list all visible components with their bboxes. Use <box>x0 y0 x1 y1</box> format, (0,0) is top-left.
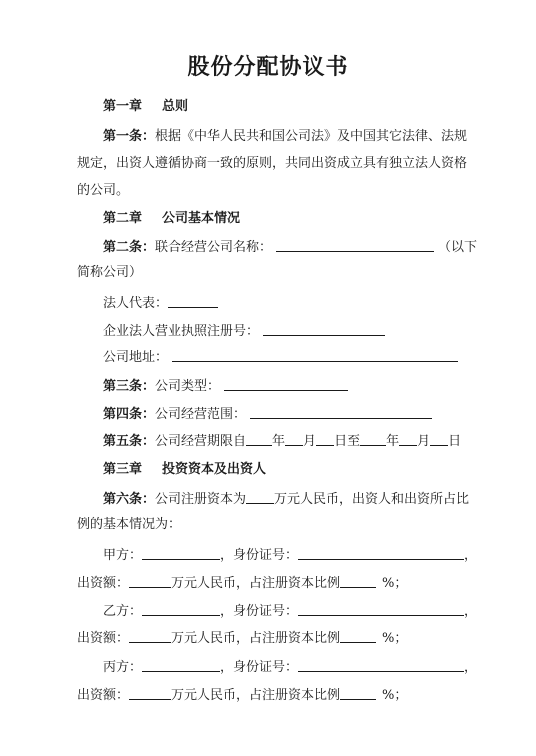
party-a-label: 甲方： <box>103 548 143 563</box>
chapter-3-heading <box>103 461 266 479</box>
party-a-line <box>103 546 477 565</box>
article-6-line-2: 例的基本情况为： <box>77 517 182 532</box>
party-b-end: ， <box>464 604 478 619</box>
article-2-suffix: （以下 <box>438 240 478 255</box>
registered-capital-label: 公司注册资本为 <box>155 492 247 507</box>
business-scope-blank[interactable] <box>250 405 432 419</box>
article-3-line <box>103 377 348 396</box>
chapter-2-heading <box>103 210 240 228</box>
end-year-blank[interactable] <box>360 432 386 446</box>
start-year-label: 年 <box>272 434 286 449</box>
article-2-label: 第二条： <box>103 240 156 255</box>
article-3-label: 第三条： <box>103 379 156 394</box>
document-title: 股份分配协议书 <box>187 54 349 80</box>
article-1-line-3: 的公司。 <box>77 183 130 198</box>
article-6-label: 第六条： <box>103 492 156 507</box>
party-b-id-blank[interactable] <box>298 602 464 616</box>
end-day-label: 日 <box>448 434 462 449</box>
article-6-line-1 <box>103 490 469 509</box>
party-a-end: ， <box>464 548 478 563</box>
end-month-label: 月 <box>417 434 431 449</box>
party-c-contribution-line <box>77 686 407 705</box>
end-day-blank[interactable] <box>430 432 448 446</box>
chapter-1-label: 第一章 <box>103 99 143 114</box>
start-year-blank[interactable] <box>246 432 272 446</box>
party-a-id-label: ，身份证号： <box>220 548 299 563</box>
party-b-name-blank[interactable] <box>142 602 220 616</box>
business-scope-label: 公司经营范围： <box>155 407 247 422</box>
company-address-label: 公司地址： <box>103 350 169 365</box>
party-c-label: 丙方： <box>103 660 143 675</box>
party-c-percent-blank[interactable] <box>340 686 376 700</box>
article-4-label: 第四条： <box>103 407 156 422</box>
party-b-unit-label: 万元人民币，占注册资本比例 <box>171 631 341 646</box>
party-a-id-blank[interactable] <box>298 546 464 560</box>
chapter-1-heading <box>103 98 188 116</box>
start-month-blank[interactable] <box>285 432 303 446</box>
chapter-3-name: 投资资本及出资人 <box>162 462 267 477</box>
party-a-unit-label: 万元人民币，占注册资本比例 <box>171 576 341 591</box>
party-b-line <box>103 602 477 621</box>
license-number-line <box>103 322 385 341</box>
party-a-contribution-label: 出资额： <box>77 576 130 591</box>
company-type-label: 公司类型： <box>155 379 221 394</box>
party-b-percent-label: %； <box>382 631 408 646</box>
party-c-id-label: ，身份证号： <box>220 660 299 675</box>
party-c-line <box>103 658 477 677</box>
chapter-2-label: 第二章 <box>103 211 143 226</box>
party-b-contribution-line <box>77 629 407 648</box>
article-6-text-1b: 万元人民币，出资人和出资所占比 <box>274 492 470 507</box>
article-2-line-2: 简称公司） <box>77 265 143 280</box>
party-b-label: 乙方： <box>103 604 143 619</box>
article-1-text-1: 根据《中华人民共和国公司法》及中国其它法律、法规 <box>155 129 468 144</box>
company-address-blank[interactable] <box>172 348 458 362</box>
start-day-label: 日至 <box>334 434 361 449</box>
party-c-contribution-label: 出资额： <box>77 688 130 703</box>
start-month-label: 月 <box>303 434 317 449</box>
party-c-amount-blank[interactable] <box>129 686 171 700</box>
license-number-blank[interactable] <box>263 322 385 336</box>
end-month-blank[interactable] <box>399 432 417 446</box>
article-1-line-1 <box>103 128 467 146</box>
legal-representative-blank[interactable] <box>168 294 218 308</box>
party-c-unit-label: 万元人民币，占注册资本比例 <box>171 688 341 703</box>
license-number-label: 企业法人营业执照注册号： <box>103 324 260 339</box>
company-name-label: 联合经营公司名称： <box>155 240 273 255</box>
party-c-name-blank[interactable] <box>142 658 220 672</box>
party-b-amount-blank[interactable] <box>129 629 171 643</box>
legal-representative-line <box>103 294 218 313</box>
party-a-percent-label: %； <box>382 576 408 591</box>
registered-capital-blank[interactable] <box>246 490 274 504</box>
article-2-line-1 <box>103 238 477 257</box>
party-b-id-label: ，身份证号： <box>220 604 299 619</box>
party-b-percent-blank[interactable] <box>340 629 376 643</box>
term-prefix: 公司经营期限自 <box>155 434 247 449</box>
company-address-line <box>103 348 458 367</box>
end-year-label: 年 <box>386 434 400 449</box>
article-4-line <box>103 405 432 424</box>
party-a-contribution-line <box>77 574 407 593</box>
legal-representative-label: 法人代表： <box>103 296 169 311</box>
article-5-line <box>103 432 461 451</box>
party-c-end: ， <box>464 660 478 675</box>
party-a-name-blank[interactable] <box>142 546 220 560</box>
chapter-3-label: 第三章 <box>103 462 143 477</box>
party-a-amount-blank[interactable] <box>129 574 171 588</box>
start-day-blank[interactable] <box>316 432 334 446</box>
chapter-2-name: 公司基本情况 <box>162 211 241 226</box>
party-c-percent-label: %； <box>382 688 408 703</box>
party-c-id-blank[interactable] <box>298 658 464 672</box>
article-1-line-2: 规定，出资人遵循协商一致的原则，共同出资成立具有独立法人资格 <box>77 156 468 171</box>
article-5-label: 第五条： <box>103 434 156 449</box>
party-b-contribution-label: 出资额： <box>77 631 130 646</box>
company-name-blank[interactable] <box>276 238 434 252</box>
article-1-label: 第一条： <box>103 129 156 144</box>
company-type-blank[interactable] <box>224 377 348 391</box>
party-a-percent-blank[interactable] <box>340 574 376 588</box>
chapter-1-name: 总则 <box>162 99 189 114</box>
